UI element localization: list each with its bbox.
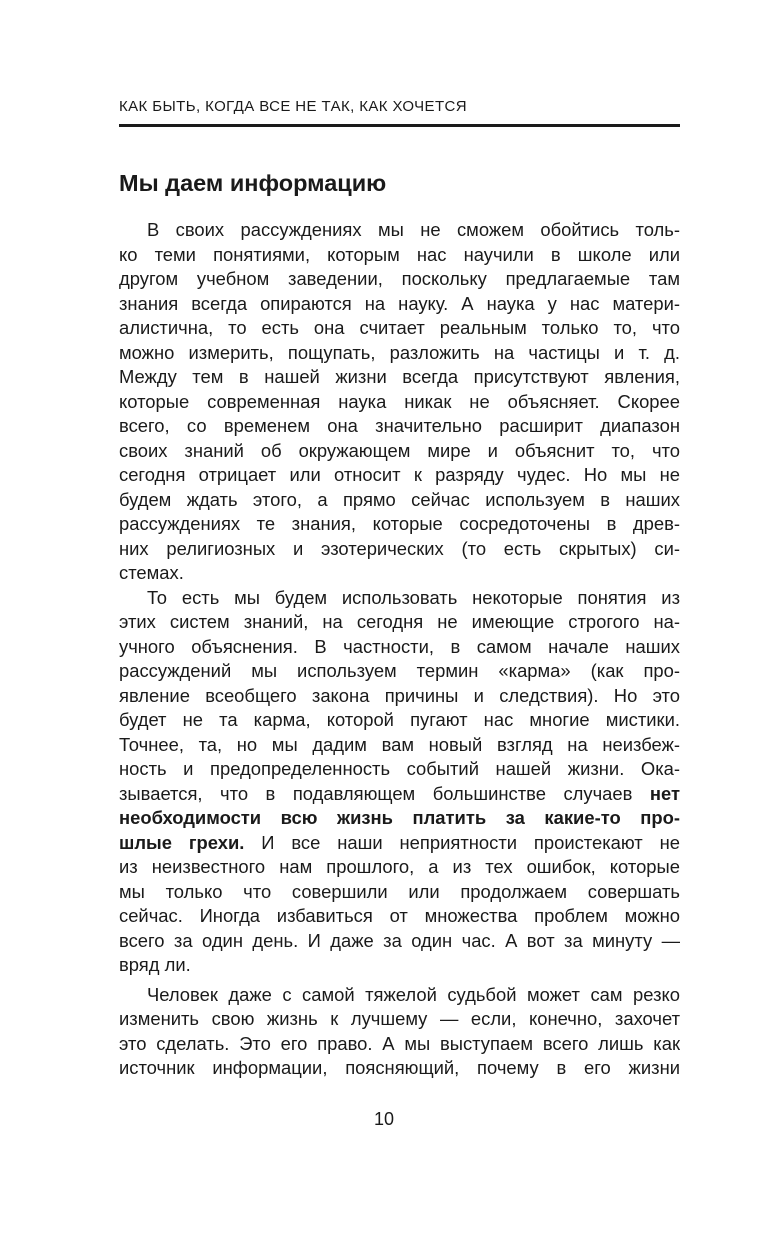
text-line xyxy=(119,806,680,831)
text-line: явление всеобщего закона причины и следствия). Но это xyxy=(119,684,680,706)
text-line: рассуждений мы используем термин «карма» (как про- xyxy=(119,660,680,681)
bold-text: необходимости всю жизнь платить за какие-то про- xyxy=(119,807,680,828)
text-line: вряд ли. xyxy=(119,954,191,975)
text-line: них религиозных и эзотерических (то есть скрытых) си- xyxy=(119,537,680,559)
text-line: То есть мы будем использовать некоторые понятия из xyxy=(147,586,680,608)
bold-text: шлые грехи. xyxy=(119,831,245,853)
text-line: всего, со временем она значительно расширит диапазон xyxy=(119,415,680,436)
text-line: алистична, то есть она считает реальным только то, что xyxy=(119,317,680,338)
text-line: будет не та карма, которой пугают нас многие мистики. xyxy=(119,709,680,730)
bold-text: нет xyxy=(649,782,680,804)
page-number: 10 xyxy=(373,1109,395,1129)
text-line: ность и предопределенность событий нашей жизни. Ока- xyxy=(119,758,680,779)
text-line: Точнее, та, но мы дадим вам новый взгляд на неизбеж- xyxy=(119,733,680,755)
section-title: Мы даем информацию xyxy=(119,170,387,196)
paragraph xyxy=(119,983,680,1081)
paragraph xyxy=(119,218,680,586)
text-line: шлые грехи. И все наши неприятности проистекают не xyxy=(119,831,680,853)
text-line: сегодня отрицает или относит к разряду чудес. Но мы не xyxy=(119,464,680,485)
text-line: этих систем знаний, на сегодня не имеющие строгого на- xyxy=(119,611,680,632)
text-line: зывается, что в подавляющем большинстве случаев нет xyxy=(119,782,680,804)
text-line: всего за один день. И даже за один час. А вот за минуту — xyxy=(119,929,680,951)
text-line: В своих рассуждениях мы не сможем обойтись толь- xyxy=(147,219,680,240)
text-line: из неизвестного нам прошлого, а из тех ошибок, которые xyxy=(119,856,680,877)
text-line: источник информации, поясняющий, почему в его жизни xyxy=(119,1057,680,1078)
text-line: это сделать. Это его право. А мы выступаем всего лишь как xyxy=(119,1032,680,1054)
text-line: рассуждениях те знания, которые сосредоточены в древ- xyxy=(119,513,680,534)
text-line: учного объяснения. В частности, в самом начале наших xyxy=(119,635,680,657)
text-line: стемах. xyxy=(119,562,184,583)
text-line: изменить свою жизнь к лучшему — если, конечно, захочет xyxy=(119,1008,680,1029)
text-line: другом учебном заведении, поскольку предлагаемые там xyxy=(119,268,680,289)
text-line: ко теми понятиями, которым нас научили в школе или xyxy=(119,243,680,265)
text-line: которые современная наука никак не объясняет. Скорее xyxy=(119,390,680,412)
text-line: будем ждать этого, а прямо сейчас используем в наших xyxy=(119,488,680,510)
paragraph xyxy=(119,586,680,978)
text-line: своих знаний об окружающем мире и объяснит то, что xyxy=(119,439,680,461)
text-line: мы только что совершили или продолжаем совершать xyxy=(119,880,680,902)
text-line: Между тем в нашей жизни всегда присутствуют явления, xyxy=(119,366,680,387)
text-line: можно измерить, пощупать, разложить на частицы и т. д. xyxy=(119,341,680,363)
text-line: сейчас. Иногда избавиться от множества проблем можно xyxy=(119,905,680,926)
running-head: КАК БЫТЬ, КОГДА ВСЕ НЕ ТАК, КАК ХОЧЕТСЯ xyxy=(119,98,467,115)
text-line: Человек даже с самой тяжелой судьбой может сам резко xyxy=(147,983,680,1005)
text-line: знания всегда опираются на науку. А наука у нас матери- xyxy=(119,292,680,314)
header-rule xyxy=(119,124,680,127)
body-text xyxy=(119,218,680,1081)
